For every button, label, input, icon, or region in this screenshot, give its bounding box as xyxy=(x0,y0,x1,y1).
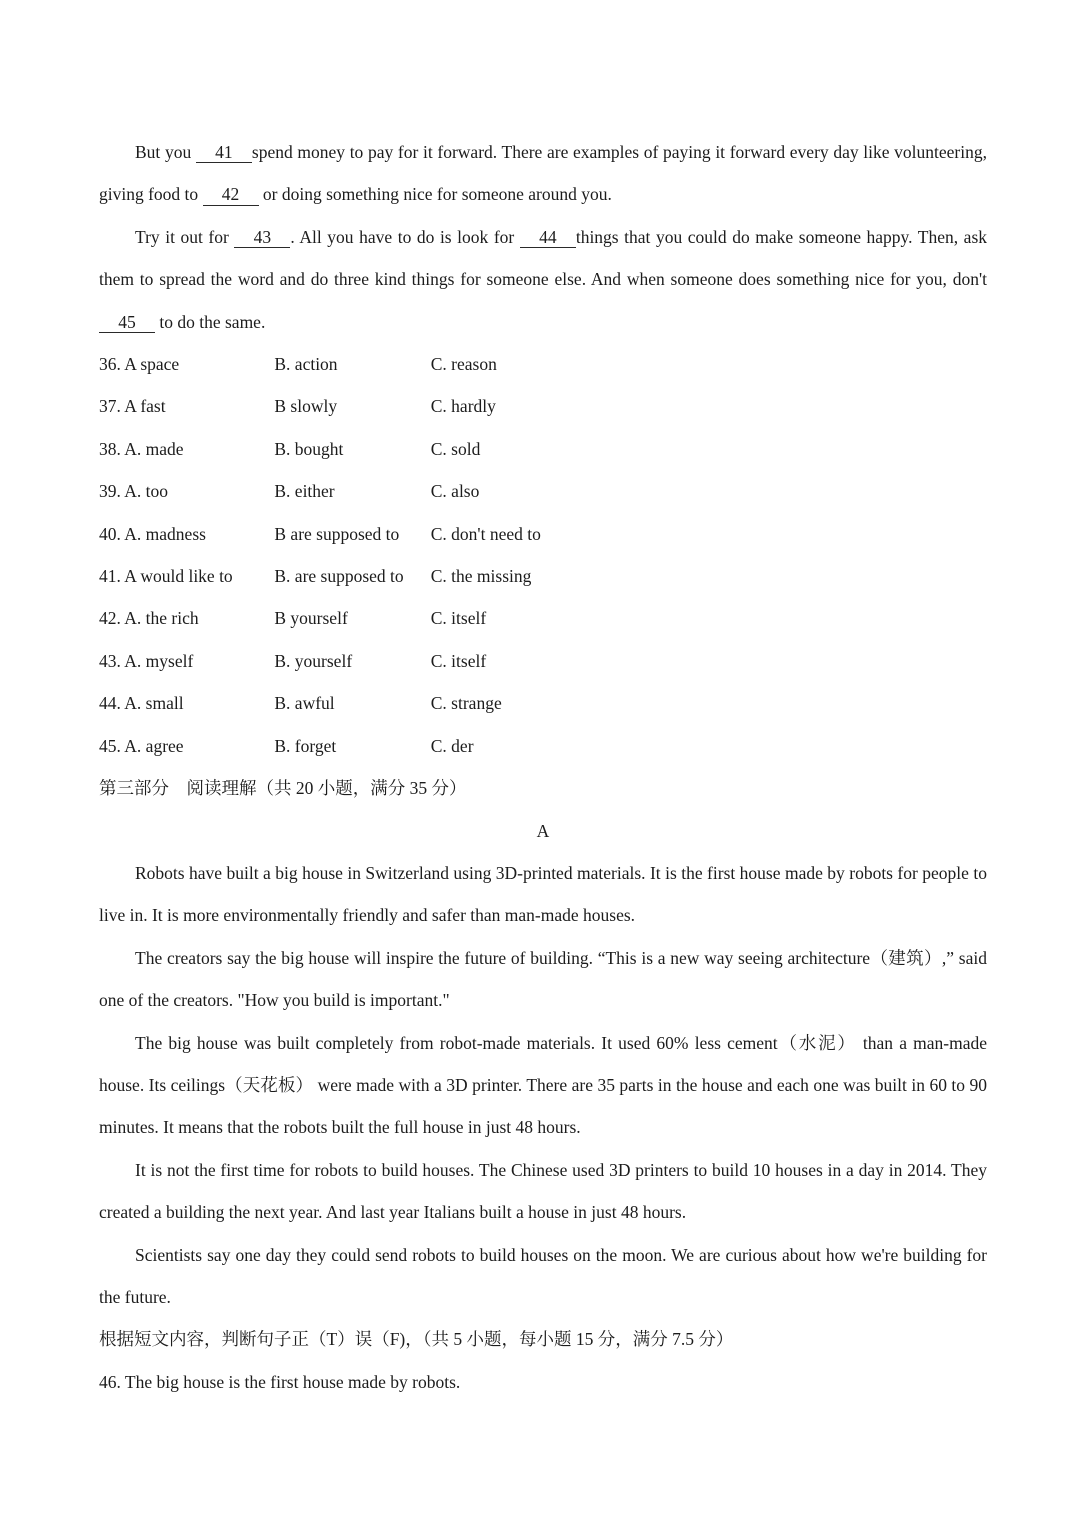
passage-paragraph: It is not the first time for robots to build houses. The Chinese used 3D printers to build 10 houses in a day in 2014. They created a building the next year. And last year Italians built a house in just 48 hours. xyxy=(99,1159,987,1223)
cloze-paragraph-2: Try it out for 43 . All you have to do is look for 44 things that you could do make someone happy. Then, ask them to spread the word and do three kind things for someone else. And when someone does something nice for you, don't 45 to do the same. xyxy=(99,226,987,332)
option-c: C. reason xyxy=(430,354,497,375)
option-row xyxy=(99,470,987,512)
option-c: C. der xyxy=(430,735,474,756)
passage-paragraph: Robots have built a big house in Switzerland using 3D-printed materials. It is the first house made by robots for people to live in. It is more environmentally friendly and safer than man-made houses. xyxy=(99,862,987,926)
option-a: 37. A fast xyxy=(99,396,166,417)
option-row xyxy=(99,555,987,597)
option-a: 43. A. myself xyxy=(99,650,194,671)
option-b: B slowly xyxy=(274,396,338,417)
option-row xyxy=(99,513,987,555)
reading-instruction: 根据短文内容，判断句子正（T）误（F)，（共 5 小题，每小题 15 分，满分 7.5 分） xyxy=(99,1329,734,1350)
option-c: C. don't need to xyxy=(430,523,541,544)
option-row xyxy=(99,640,987,682)
passage xyxy=(99,852,987,1318)
cloze-blank-41: 41 xyxy=(196,142,252,163)
option-c: C. itself xyxy=(430,650,487,671)
passage-label: A xyxy=(536,820,550,841)
option-b: B. either xyxy=(274,481,335,502)
option-row xyxy=(99,343,987,385)
option-a: 38. A. made xyxy=(99,438,184,459)
option-b: B. action xyxy=(274,354,338,375)
option-b: B. yourself xyxy=(274,650,353,671)
cloze-blank-42: 42 xyxy=(203,184,259,205)
passage-paragraph: The big house was built completely from robot-made materials. It used 60% less cement（水泥） than a man-made house. Its ceilings（天花板） were made with a 3D printer. There are 35 parts in the house and each one was built in 60 to 90 minutes. It means that the robots built the full house in just 48 hours. xyxy=(99,1032,987,1138)
option-a: 39. A. too xyxy=(99,481,169,502)
option-a: 36. A space xyxy=(99,354,180,375)
option-c: C. the missing xyxy=(430,566,532,587)
question-46: 46. The big house is the first house made by robots. xyxy=(99,1371,461,1392)
option-c: C. strange xyxy=(430,693,502,714)
option-a: 42. A. the rich xyxy=(99,608,199,629)
option-row xyxy=(99,385,987,427)
cloze-blank-44: 44 xyxy=(520,227,576,248)
options-list xyxy=(99,343,987,767)
option-a: 44. A. small xyxy=(99,693,184,714)
option-row xyxy=(99,725,987,767)
option-b: B. are supposed to xyxy=(274,566,404,587)
option-c: C. hardly xyxy=(430,396,496,417)
option-c: C. sold xyxy=(430,438,481,459)
option-c: C. also xyxy=(430,481,480,502)
option-a: 41. A would like to xyxy=(99,566,233,587)
option-b: B. bought xyxy=(274,438,344,459)
option-c: C. itself xyxy=(430,608,487,629)
section-header: 第三部分 阅读理解（共 20 小题，满分 35 分） xyxy=(99,778,467,799)
cloze-blank-43: 43 xyxy=(234,227,290,248)
option-b: B yourself xyxy=(274,608,348,629)
passage-paragraph: Scientists say one day they could send robots to build houses on the moon. We are curious about how we're building for the future. xyxy=(99,1244,987,1307)
option-b: B. awful xyxy=(274,693,335,714)
option-row xyxy=(99,428,987,470)
option-a: 40. A. madness xyxy=(99,523,206,544)
cloze-blank-45: 45 xyxy=(99,312,155,333)
option-row xyxy=(99,597,987,639)
option-a: 45. A. agree xyxy=(99,735,184,756)
option-b: B are supposed to xyxy=(274,523,400,544)
option-b: B. forget xyxy=(274,735,337,756)
option-row xyxy=(99,682,987,724)
cloze-paragraph-1: But you 41 spend money to pay for it forward. There are examples of paying it forward every day like volunteering, giving food to 42 or doing something nice for someone around you. xyxy=(99,142,987,205)
passage-paragraph: The creators say the big house will inspire the future of building. “This is a new way seeing architecture（建筑）,” said one of the creators. "How you build is important." xyxy=(99,947,987,1011)
